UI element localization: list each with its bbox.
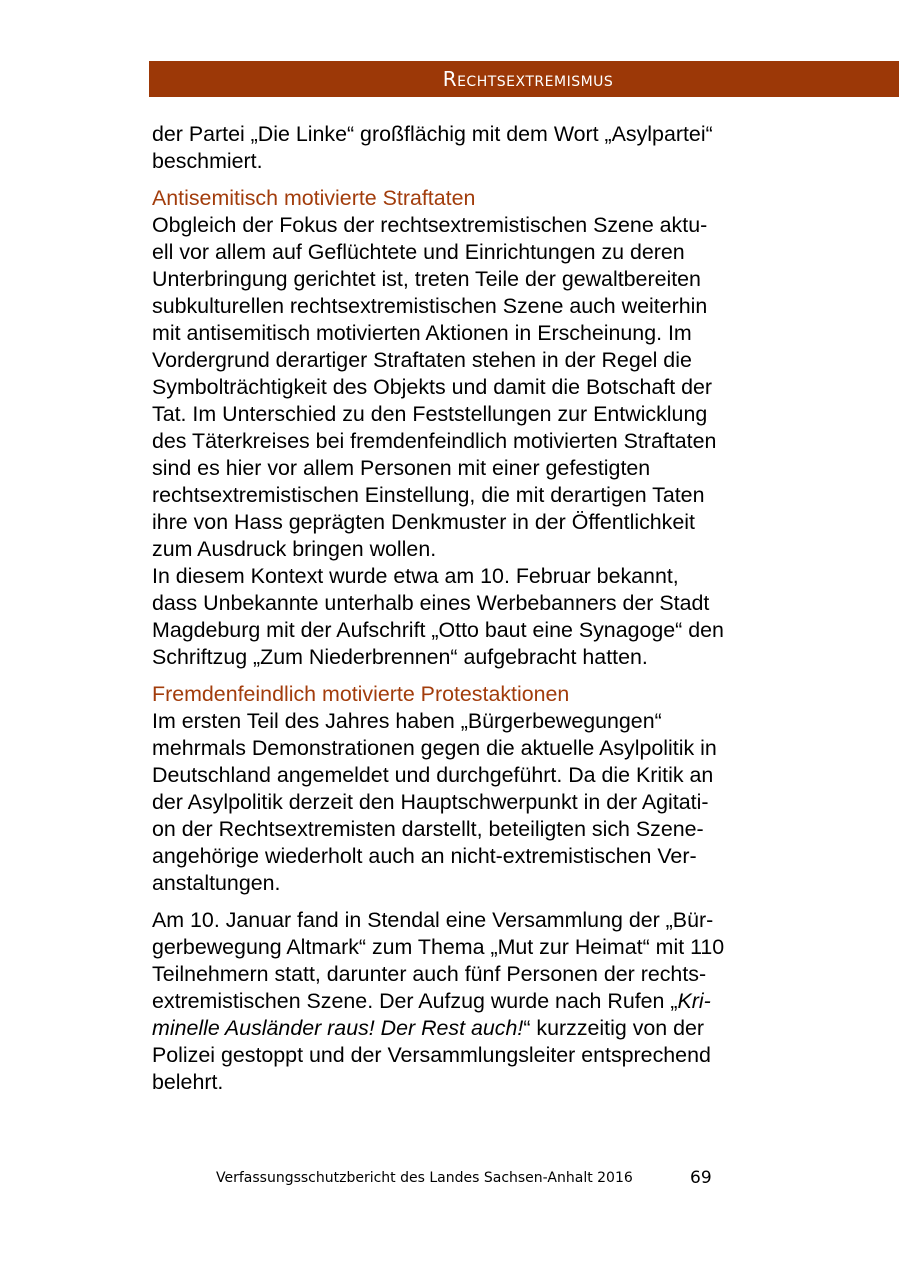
text-line: ihre von Hass geprägten Denkmuster in der Öffentlichkeit — [152, 510, 695, 534]
text-line: belehrt. — [152, 1070, 224, 1094]
text-line: Am 10. Januar fand in Stendal eine Versammlung der „Bür- — [152, 908, 714, 932]
text-line: subkulturellen rechtsextremistischen Szene auch weiterhin — [152, 294, 708, 318]
text-line: Tat. Im Unterschied zu den Feststellungen zur Entwicklung — [152, 402, 708, 426]
section-xenophobic — [152, 681, 792, 897]
text-line: Polizei gestoppt und der Versammlungsleiter entsprechend — [152, 1043, 711, 1067]
text-line: der Partei „Die Linke“ großflächig mit dem Wort „Asylpartei“ — [152, 122, 713, 146]
page-body — [152, 121, 792, 1096]
text-run: extremistischen Szene. Der Aufzug wurde nach Rufen „ — [152, 989, 678, 1013]
text-line: Unterbringung gerichtet ist, treten Teile der gewaltbereiten — [152, 267, 701, 291]
text-line: dass Unbekannte unterhalb eines Werbebanners der Stadt — [152, 591, 710, 615]
text-line: In diesem Kontext wurde etwa am 10. Februar bekannt, — [152, 564, 679, 588]
section-antisemitic — [152, 185, 792, 671]
chapter-title: Rechtsextremismus — [442, 67, 614, 91]
text-line: Im ersten Teil des Jahres haben „Bürgerbewegungen“ — [152, 709, 662, 733]
text-line: Vordergrund derartiger Straftaten stehen in der Regel die — [152, 348, 692, 372]
text-line: anstaltungen. — [152, 871, 281, 895]
quoted-chant: minelle Ausländer raus! Der Rest auch! — [152, 1016, 524, 1040]
footer-title: Verfassungsschutzbericht des Landes Sachsen-Anhalt 2016 — [216, 1170, 633, 1186]
text-line: Schriftzug „Zum Niederbrennen“ aufgebracht hatten. — [152, 645, 648, 669]
text-line: mit antisemitisch motivierten Aktionen in Erscheinung. Im — [152, 321, 692, 345]
text-line: zum Ausdruck bringen wollen. — [152, 537, 437, 561]
intro-paragraph — [152, 121, 792, 175]
chapter-header-bar — [149, 61, 899, 97]
text-line — [152, 1015, 792, 1042]
text-line: beschmiert. — [152, 149, 263, 173]
text-line: gerbewegung Altmark“ zum Thema „Mut zur Heimat“ mit 110 — [152, 935, 725, 959]
text-line: sind es hier vor allem Personen mit einer gefestigten — [152, 456, 651, 480]
text-line: des Täterkreises bei fremdenfeindlich motivierten Straftaten — [152, 429, 717, 453]
section-heading: Fremdenfeindlich motivierte Protestaktionen — [152, 682, 570, 706]
text-line: on der Rechtsextremisten darstellt, beteiligten sich Szene- — [152, 817, 704, 841]
text-line: Symbolträchtigkeit des Objekts und damit die Botschaft der — [152, 375, 713, 399]
text-line: Obgleich der Fokus der rechtsextremistischen Szene aktu- — [152, 213, 708, 237]
text-line: Magdeburg mit der Aufschrift „Otto baut eine Synagoge“ den — [152, 618, 724, 642]
text-run: “ kurzzeitig von der — [523, 1016, 705, 1040]
quoted-chant: Kri- — [677, 989, 711, 1013]
text-line: ell vor allem auf Geflüchtete und Einrichtungen zu deren — [152, 240, 685, 264]
text-line: Deutschland angemeldet und durchgeführt. Da die Kritik an — [152, 763, 714, 787]
text-line: angehörige wiederholt auch an nicht-extremistischen Ver- — [152, 844, 697, 868]
text-line: Teilnehmern statt, darunter auch fünf Personen der rechts- — [152, 962, 707, 986]
stendal-paragraph — [152, 907, 792, 1096]
page-number: 69 — [690, 1168, 712, 1188]
text-line: rechtsextremistischen Einstellung, die mit derartigen Taten — [152, 483, 705, 507]
text-line — [152, 988, 792, 1015]
text-line: mehrmals Demonstrationen gegen die aktuelle Asylpolitik in — [152, 736, 717, 760]
section-heading: Antisemitisch motivierte Straftaten — [152, 186, 476, 210]
text-line: der Asylpolitik derzeit den Hauptschwerpunkt in der Agitati- — [152, 790, 709, 814]
